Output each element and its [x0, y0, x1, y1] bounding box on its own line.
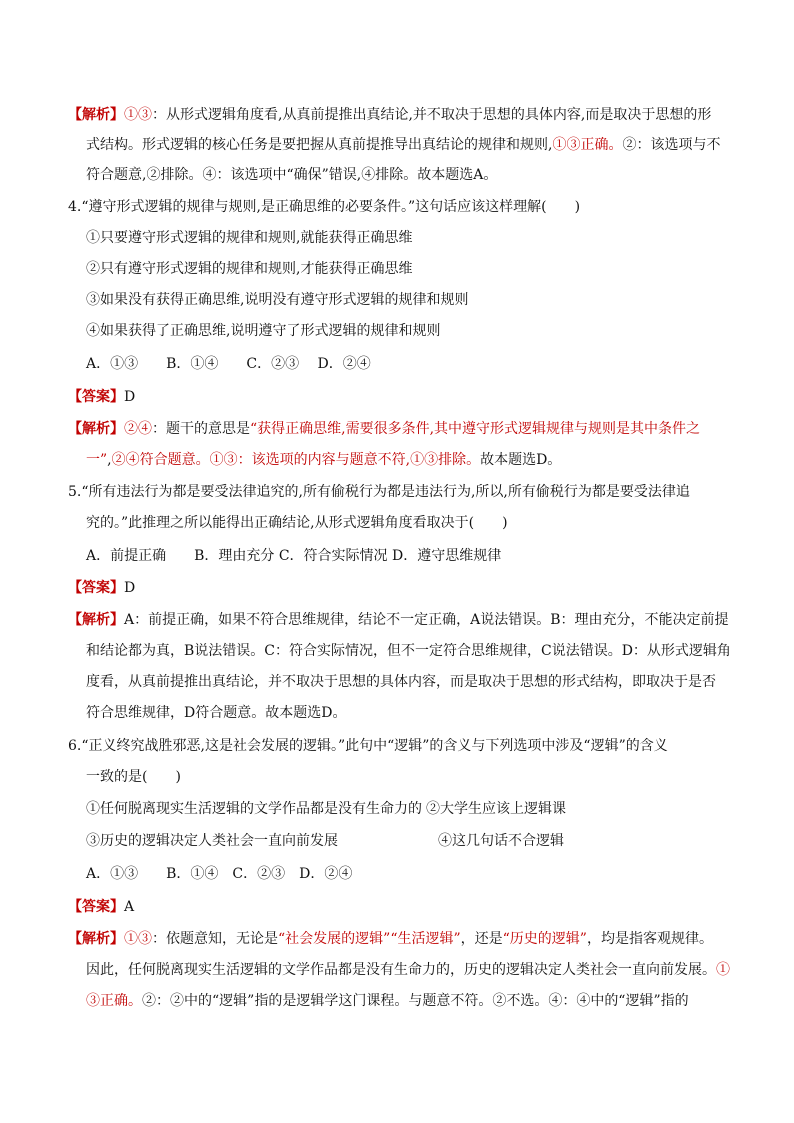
q6-analysis-line-1: [68, 928, 713, 950]
analysis-text: ：依题意知，无论是: [152, 931, 278, 947]
q6-stem-line-2: 一致的是( ): [86, 769, 181, 785]
q6-options-row-1: [86, 798, 746, 820]
analysis-red: ①③: [124, 931, 152, 947]
analysis-text: ②：该选项与不: [622, 137, 721, 153]
answer-tag: 【答案】: [68, 389, 124, 405]
q4-analysis-line-1: [68, 418, 700, 440]
q6-analysis-line-2: [86, 959, 730, 981]
q4-option-4: ④如果获得了正确思维,说明遵守了形式逻辑的规律和规则: [86, 323, 441, 339]
analysis-red: ①③正确。: [552, 137, 623, 153]
q5-stem-line-2: 究的。”此推理之所以能得出正确结论,从形式逻辑角度看取决于( ): [86, 515, 508, 531]
analysis-red: “社会发展的逻辑”“生活逻辑”: [278, 931, 461, 947]
analysis-red: “获得正确思维,需要很多条件,其中遵守形式逻辑规律与规则是其中条件之: [250, 421, 701, 437]
analysis-text: 因此，任何脱离现实生活逻辑的文学作品都是没有生命力的，历史的逻辑决定人类社会一直向前发展。: [86, 962, 716, 978]
q6-answer: [68, 896, 134, 918]
q4-option-3: ③如果没有获得正确思维,说明没有遵守形式逻辑的规律和规则: [86, 292, 469, 308]
analysis-text: ，还是: [460, 931, 503, 947]
q6-choices: A．①③ B．①④ C．②③ D．②④: [86, 866, 353, 882]
q4-choices: A．①③ B．①④ C．②③ D．②④: [86, 356, 371, 372]
q5-analysis-line-4: 符合思维规律，D符合题意。故本题选D。: [86, 705, 347, 721]
q6-option-2: ②大学生应该上逻辑课: [426, 801, 566, 817]
answer-tag: 【答案】: [68, 580, 124, 596]
answer-value: D: [124, 580, 136, 596]
analysis-text: 符合题意,②排除。④：该选项中“确保”错误,④排除。故本题选A。: [86, 167, 498, 183]
analysis-red: ②④: [124, 421, 152, 437]
q6-option-4: ④这几句话不合逻辑: [438, 833, 564, 849]
answer-value: D: [124, 389, 136, 405]
q4-answer: [68, 386, 135, 408]
answer-value: A: [124, 899, 135, 915]
q4-stem: 4.“遵守形式逻辑的规律与规则,是正确思维的必要条件。”这句话应该这样理解( ): [68, 199, 581, 215]
answer-tag: 【答案】: [68, 899, 124, 915]
analysis-text: ②：②中的“逻辑”指的是逻辑学这门课程。与题意不符。②不选。④：④中的“逻辑”指的: [142, 993, 689, 1009]
q4-option-1: ①只要遵守形式逻辑的规律和规则,就能获得正确思维: [86, 230, 413, 246]
analysis-text: ，均是指客观规律。: [586, 931, 713, 947]
q5-analysis-line-1: [68, 609, 729, 631]
analysis-red: “历史的逻辑”: [502, 931, 587, 947]
analysis-red: ②④符合题意。①③：该选项的内容与题意不符,①③排除。: [111, 452, 481, 468]
analysis-text: A：前提正确，如果不符合思维规律，结论不一定正确，A说法错误。B：理由充分，不能决定前提: [124, 612, 729, 628]
analysis-line-3-3: [86, 164, 497, 186]
analysis-tag: 【解析】: [68, 612, 124, 628]
analysis-text: 故本题选D。: [480, 452, 562, 468]
q6-analysis-line-3: [86, 990, 689, 1012]
analysis-line-3-1: [68, 104, 711, 126]
q6-options-row-2: [86, 830, 746, 852]
analysis-tag: 【解析】: [68, 421, 124, 437]
q5-stem-line-1: 5.“所有违法行为都是要受法律追究的,所有偷税行为都是违法行为,所以,所有偷税行为都是要受法律追: [68, 484, 690, 500]
analysis-line-3-2: [86, 134, 720, 156]
analysis-red: ①: [716, 962, 730, 978]
q6-stem-line-1: 6.“正义终究战胜邪恶,这是社会发展的逻辑。”此句中“逻辑”的含义与下列选项中涉及“逻辑”的含义: [68, 738, 668, 754]
analysis-text: ,: [107, 452, 112, 468]
analysis-tag: 【解析】: [68, 107, 124, 123]
analysis-text: ：题干的意思是: [152, 421, 250, 437]
analysis-text: ：从形式逻辑角度看,从真前提推出真结论,并不取决于思想的具体内容,而是取决于思想的形: [152, 107, 712, 123]
q6-option-1: ①任何脱离现实生活逻辑的文学作品都是没有生命力的: [86, 801, 422, 817]
q5-analysis-line-2: 和结论都为真，B说法错误。C：符合实际情况，但不一定符合思维规律，C说法错误。D：从形式逻辑角: [86, 643, 731, 659]
q5-analysis-line-3: 度看，从真前提推出真结论，并不取决于思想的具体内容，而是取决于思想的形式结构，即取决于是否: [86, 674, 716, 690]
analysis-red: ①③: [124, 107, 152, 123]
q5-answer: [68, 577, 135, 599]
q5-choices: A．前提正确 B．理由充分 C．符合实际情况 D．遵守思维规律: [86, 548, 502, 564]
analysis-red: ③正确。: [86, 993, 142, 1009]
analysis-red: 一”: [86, 452, 108, 468]
q4-option-2: ②只有遵守形式逻辑的规律和规则,才能获得正确思维: [86, 261, 413, 277]
q4-analysis-line-2: [86, 449, 561, 471]
analysis-text: 式结构。形式逻辑的核心任务是要把握从真前提推导出真结论的规律和规则,: [86, 137, 553, 153]
analysis-tag: 【解析】: [68, 931, 124, 947]
q6-option-3: ③历史的逻辑决定人类社会一直向前发展: [86, 833, 338, 849]
